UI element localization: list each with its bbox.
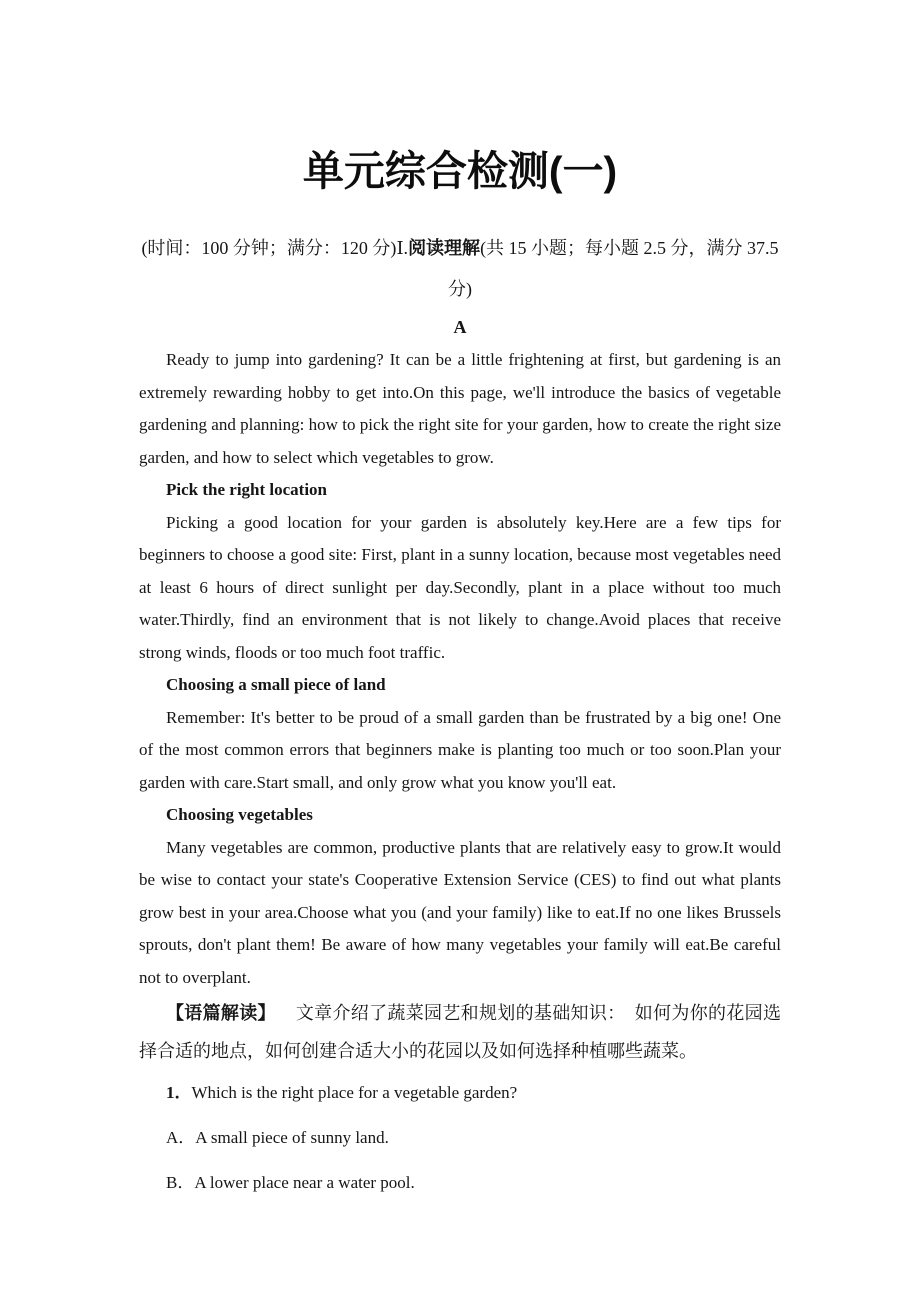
passage-paragraph-location: Picking a good location for your garden is absolutely key.Here are a few tips for beginners to choose a good site: First, plant in a sunny location, because most vegetables need at least 6 hours of direct sunlight per day.Secondly, plant in a place without too much water.Thirdly, find an environment that is not likely to change.Avoid places that receive strong winds, floods or too much foot traffic. bbox=[139, 512, 781, 662]
question-1-number: 1． bbox=[166, 1083, 192, 1102]
option-a-text: A small piece of sunny land. bbox=[195, 1128, 389, 1147]
passage-analysis bbox=[139, 994, 781, 1070]
passage-heading-location: Pick the right location bbox=[166, 480, 328, 499]
analysis-text: 文章介绍了蔬菜园艺和规划的基础知识： 如何为你的花园选择合适的地点，如何创建合适大小的花园以及如何选择种植哪些蔬菜。 bbox=[139, 1003, 781, 1061]
option-b-text: A lower place near a water pool. bbox=[194, 1173, 415, 1192]
passage-paragraph-vegetables: Many vegetables are common, productive plants that are relatively easy to grow.It would be wise to contact your state's Cooperative Extension Service (CES) to find out what plants grow best in your area.Choose what you (and your family) like to eat.If no one likes Brussels sprouts, don't plant them! Be aware of how many vegetables your family will eat.Be careful not to overplant. bbox=[139, 837, 781, 987]
page-title: 单元综合检测(一) bbox=[302, 148, 618, 194]
option-a-label: A． bbox=[166, 1128, 196, 1147]
exam-time-score: (时间：100 分钟；满分：120 分) bbox=[141, 238, 397, 258]
question-1-option-a bbox=[139, 1121, 781, 1155]
option-b-label: B． bbox=[166, 1173, 195, 1192]
section-name: 阅读理解 bbox=[408, 238, 481, 258]
passage-section-label: A bbox=[453, 317, 467, 337]
exam-info bbox=[139, 228, 781, 310]
passage-heading-land: Choosing a small piece of land bbox=[166, 675, 386, 694]
question-1 bbox=[139, 1076, 781, 1110]
passage-paragraph-intro: Ready to jump into gardening? It can be a little frightening at first, but gardening is an extremely rewarding hobby to get into.On this page, we'll introduce the basics of vegetable gardening and planning: how to pick the right site for your garden, how to create the right size garden, and how to select which vegetables to grow. bbox=[139, 350, 781, 467]
passage-heading-vegetables: Choosing vegetables bbox=[166, 805, 313, 824]
passage-paragraph-land: Remember: It's better to be proud of a small garden than be frustrated by a big one! One of the most common errors that beginners make is planting too much or too soon.Plan your garden with care.Start small, and only grow what you know you'll eat. bbox=[139, 707, 781, 792]
analysis-label: 【语篇解读】 bbox=[166, 1003, 276, 1023]
question-1-text: Which is the right place for a vegetable garden? bbox=[191, 1083, 518, 1102]
question-1-option-b bbox=[139, 1166, 781, 1200]
section-detail: (共 15 小题；每小题 2.5 分，满分 37.5 分) bbox=[448, 238, 779, 299]
section-numeral: Ⅰ. bbox=[396, 238, 409, 258]
